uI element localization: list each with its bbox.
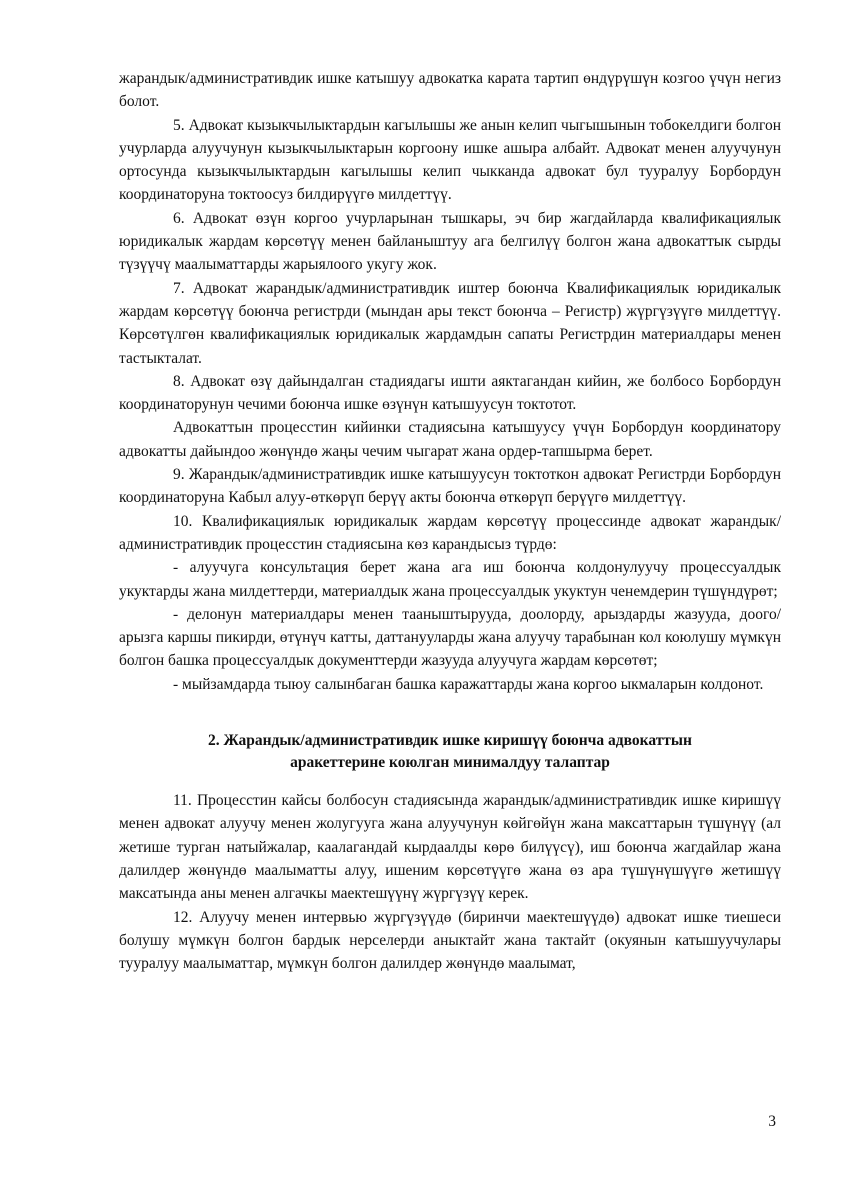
paragraph-continuation: жарандык/административдик ишке катышуу адвокатка карата тартип өндүрүшүн козгоо үчүн негиз болот. (119, 70, 781, 111)
paragraph-item-7: 7. Адвокат жарандык/административдик иштер боюнча Квалификациялык юридикалык жардам көрсөтүү боюнча регистрди (мындан ары текст боюнча – Регистр) жүргүзүүгө милдеттүү. Көрсөтүлгөн квалификациялык юридикалык жардамдын сапаты Регистрдин материалдары менен тастыкталат. (119, 279, 781, 367)
bullet-item-documents: - делонун материалдары менен тааныштырууда, доолорду, арыздарды жазууда, доого/арызга каршы пикирди, өтүнүч катты, даттанууларды жана алуучу тарабынан кол коюлушу мүмкүн болгон башка процессуалдык документтерди жазууда алуучуга жардам көрсөтөт; (119, 605, 781, 670)
paragraph-item-8-continued: Адвокаттын процесстин кийинки стадиясына катышуусу үчүн Борбордун координатору адвокатты дайындоо жөнүндө жаңы чечим чыгарат жана ордер-тапшырма берет. (119, 419, 781, 460)
section-heading-line-2: аракеттерине коюлган минималдуу талаптар (290, 754, 610, 772)
section-heading (119, 730, 781, 774)
bullet-item-other-means: - мыйзамдарда тыюу салынбаган башка каражаттарды жана коргоо ыкмаларын колдонот. (173, 675, 764, 693)
paragraph-item-9: 9. Жарандык/административдик ишке катышуусун токтоткон адвокат Регистрди Борбордун координаторуна Кабыл алуу-өткөрүп берүү акты боюнча өткөрүп берүүгө милдеттүү. (119, 466, 781, 507)
bullet-item-consultation: - алуучуга консультация берет жана ага иш боюнча колдонулуучу процессуалдык укуктарды жана милдеттерди, материалдык жана процессуалдык укуктун ченемдерин түшүндүрөт; (119, 559, 781, 600)
paragraph-item-12: 12. Алуучу менен интервью жүргүзүүдө (биринчи маектешүүдө) адвокат ишке тиешеси болушу мүмкүн болгон бардык нерселерди аныктайт жана тактайт (окуянын катышуучулары тууралуу маалыматтар, мүмкүн болгон далилдер жөнүндө маалымат, (119, 908, 781, 973)
paragraph-item-8: 8. Адвокат өзү дайындалган стадиядагы ишти аяктагандан кийин, же болбосо Борбордун координаторунун чечими боюнча ишке өзүнүн катышуусун токтотот. (119, 372, 781, 414)
paragraph-item-5: 5. Адвокат кызыкчылыктардын кагылышы же анын келип чыгышынын тобокелдиги болгон учурларда алуучунун кызыкчылыктарын коргоону ишке ашыра албайт. Адвокат менен алуучунун ортосунда кызыкчылыктардын кагылышы келип чыкканда адвокат бул тууралуу Борбордун координаторуна токтоосуз билдирүүгө милдеттүү. (119, 116, 781, 204)
paragraph-item-11: 11. Процесстин кайсы болбосун стадиясында жарандык/административдик ишке киришүү менен адвокат алуучу менен жолугууга жана алуучунун көйгөйүн жана максаттарын түшүнүү (ал жетише турган натыйжалар, каалагандай кырдаалды көрө билүүсү), иш боюнча жагдайлар жана далилдер жөнүндө маалыматты алуу, ишеним көрсөтүүгө жана өз ара түшүнүшүүгө жетишүү максатында аны менен алгачкы маектешүүнү жүргүзүү керек. (119, 792, 781, 903)
section-heading-line-1: 2. Жарандык/административдик ишке киришүү боюнча адвокаттын (208, 732, 692, 750)
paragraph-item-6: 6. Адвокат өзүн коргоо учурларынан тышкары, эч бир жагдайларда квалификациялык юридикалык жардам көрсөтүү менен байланыштуу ага белгилүү болгон жана адвокаттык сырды түзүүчү маалыматтарды жарыялоого укугу жок. (119, 209, 781, 274)
paragraph-item-10: 10. Квалификациялык юридикалык жардам көрсөтүү процессинде адвокат жарандык/административдик процесстин стадиясына көз карандысыз түрдө: (119, 512, 781, 553)
page-number: 3 (768, 1113, 776, 1130)
document-body (119, 67, 781, 975)
